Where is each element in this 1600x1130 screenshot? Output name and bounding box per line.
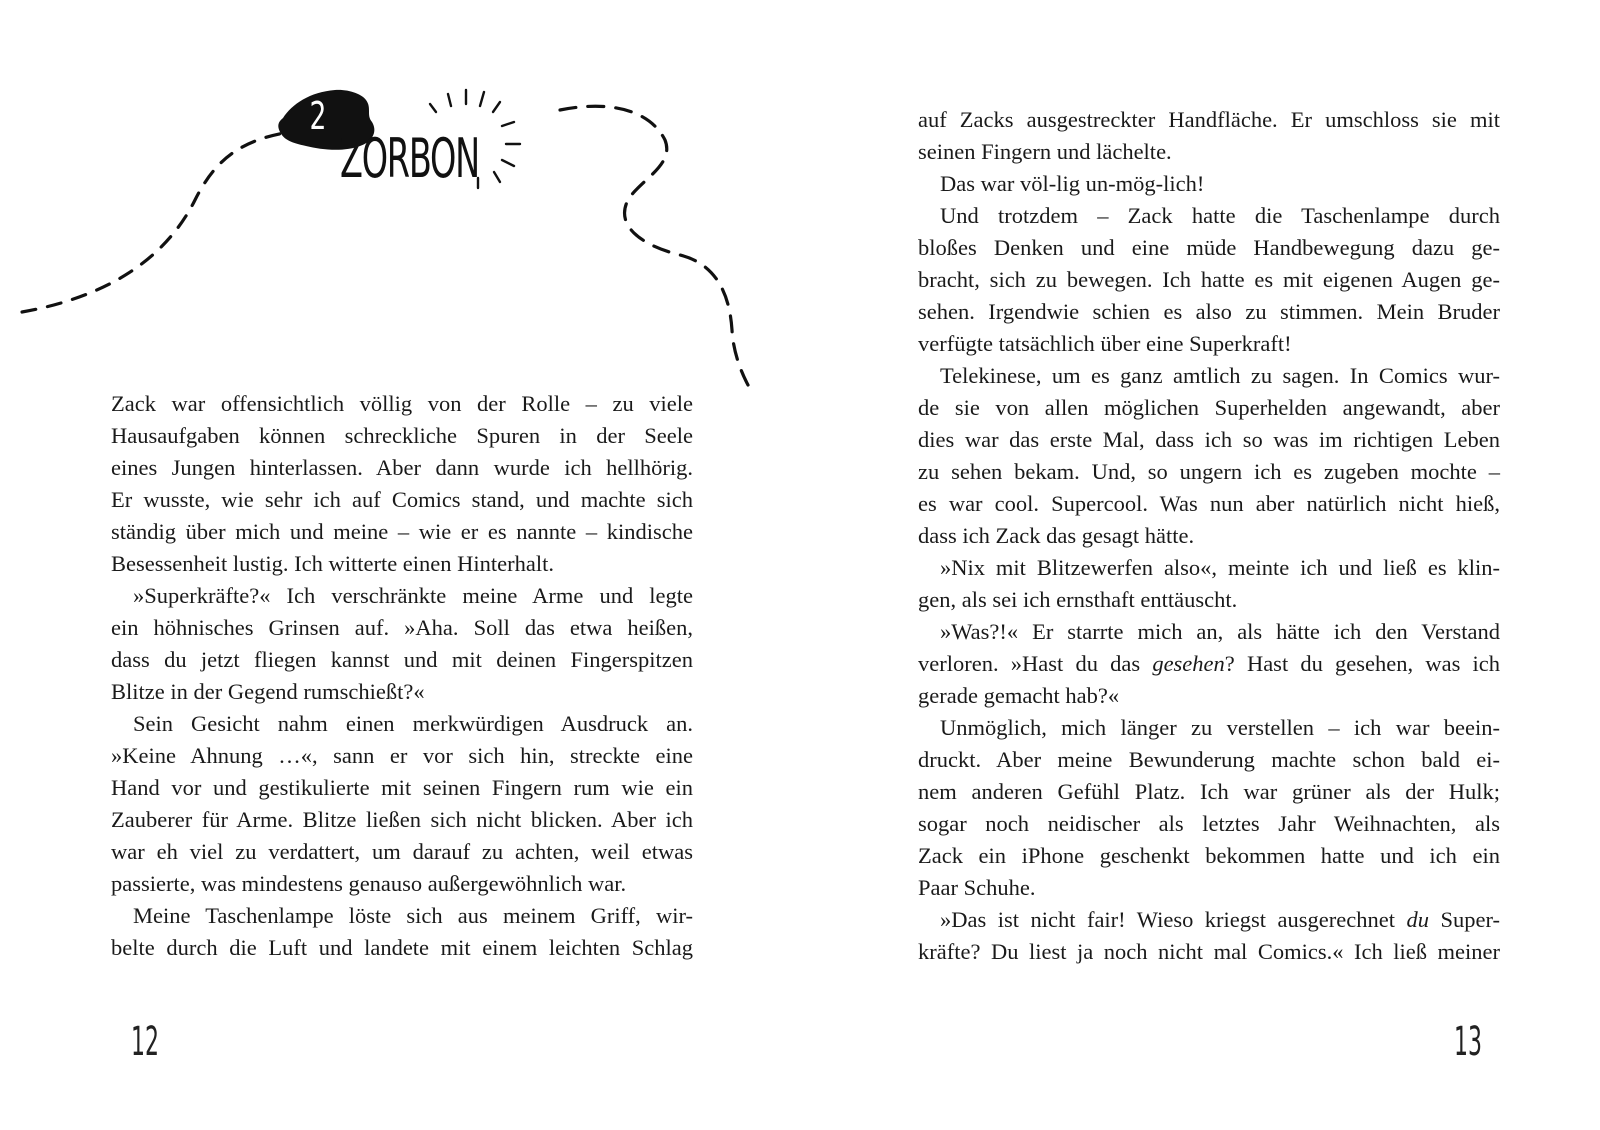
text-line: druckt. Aber meine Bewunderung machte schon bald ei- (918, 747, 1500, 772)
text-line: bracht, sich zu bewegen. Ich hatte es mit eigenen Augen ge- (918, 267, 1500, 292)
text-line: »Was?!« Er starrte mich an, als hätte ich den Verstand (940, 619, 1500, 644)
text-line: seinen Fingern und lächelte. (918, 139, 1172, 164)
text-line: dies war das erste Mal, dass ich so was im richtigen Leben (918, 427, 1500, 452)
text-line: sehen. Irgendwie schien es also zu stimmen. Mein Bruder (918, 299, 1500, 324)
text-line: gen, als sei ich ernsthaft enttäuscht. (918, 587, 1238, 612)
text-line: nem anderen Gefühl Platz. Ich war grüner als der Hulk; (918, 779, 1500, 804)
text-line: bloßes Denken und eine müde Handbewegung dazu ge- (918, 235, 1500, 260)
text-line: Sein Gesicht nahm einen merkwürdigen Ausdruck an. (133, 711, 693, 736)
text-line: ständig über mich und meine – wie er es nannte – kindische (111, 519, 693, 544)
text-line: war eh viel zu verdattert, um darauf zu achten, weil etwas (111, 839, 693, 864)
text-line: Hausaufgaben können schreckliche Spuren in der Seele (111, 423, 693, 448)
text-line: ein höhnisches Grinsen auf. »Aha. Soll das etwa heißen, (111, 615, 693, 640)
chapter-header-art (0, 0, 760, 400)
text-line: Besessenheit lustig. Ich witterte einen Hinterhalt. (111, 551, 555, 576)
text-line: »Das ist nicht fair! Wieso kriegst ausgerechnet du Super- (940, 907, 1500, 932)
text-line: »Superkräfte?« Ich verschränkte meine Arme und legte (133, 583, 693, 608)
text-line: kräfte? Du liest ja noch nicht mal Comics.« Ich ließ meiner (918, 939, 1500, 964)
text-line: auf Zacks ausgestreckter Handfläche. Er umschloss sie mit (918, 107, 1500, 132)
text-line: Das war völ-lig un-mög-lich! (940, 171, 1205, 196)
text-line: Blitze in der Gegend rumschießt?« (111, 679, 425, 704)
text-line: dass ich Zack das gesagt hätte. (918, 523, 1195, 548)
dashed-flight-path-right (560, 106, 748, 385)
text-line: »Nix mit Blitzewerfen also«, meinte ich und ließ es klin- (940, 555, 1500, 580)
text-line: dass du jetzt fliegen kannst und mit deinen Fingerspitzen (111, 647, 693, 672)
text-line: zu sehen bekam. Und, so ungern ich es zugeben mochte – (918, 459, 1500, 484)
text-line: verloren. »Hast du das gesehen? Hast du gesehen, was ich (918, 651, 1500, 676)
text-line: Paar Schuhe. (918, 875, 1036, 900)
text-line: verfügte tatsächlich über eine Superkraft! (918, 331, 1292, 356)
text-line: Telekinese, um es ganz amtlich zu sagen. In Comics wur- (940, 363, 1500, 388)
text-line: eines Jungen hinterlassen. Aber dann wurde ich hellhörig. (111, 455, 693, 480)
text-line: sogar noch neidischer als letztes Jahr Weihnachten, als (918, 811, 1500, 836)
chapter-number: 2 (309, 94, 327, 138)
chapter-title: ZORBON (340, 127, 479, 190)
text-line: Hand vor und gestikulierte mit seinen Fingern rum wie ein (111, 775, 693, 800)
page-number-left: 12 (131, 1019, 159, 1065)
text-line: Er wusste, wie sehr ich auf Comics stand, und machte sich (111, 487, 693, 512)
page-number-right: 13 (1454, 1019, 1482, 1065)
text-line: de sie von allen möglichen Superhelden angewandt, aber (918, 395, 1500, 420)
text-line: Zauberer für Arme. Blitze ließen sich nicht blicken. Aber ich (111, 807, 693, 832)
text-line: Zack war offensichtlich völlig von der Rolle – zu viele (111, 391, 693, 416)
text-line: gerade gemacht hab?« (918, 683, 1120, 708)
text-line: Zack ein iPhone geschenkt bekommen hatte und ich ein (918, 843, 1500, 868)
text-line: passierte, was mindestens genauso außergewöhnlich war. (111, 871, 627, 896)
dashed-flight-path-left (22, 132, 290, 312)
text-line: Meine Taschenlampe löste sich aus meinem Griff, wir- (133, 903, 693, 928)
text-line: Und trotzdem – Zack hatte die Taschenlampe durch (940, 203, 1500, 228)
text-line: »Keine Ahnung …«, sann er vor sich hin, streckte eine (111, 743, 693, 768)
text-line: es war cool. Supercool. Was nun aber natürlich nicht hieß, (918, 491, 1500, 516)
text-line: Unmöglich, mich länger zu verstellen – ich war beein- (940, 715, 1500, 740)
text-line: belte durch die Luft und landete mit einem leichten Schlag (111, 935, 693, 960)
